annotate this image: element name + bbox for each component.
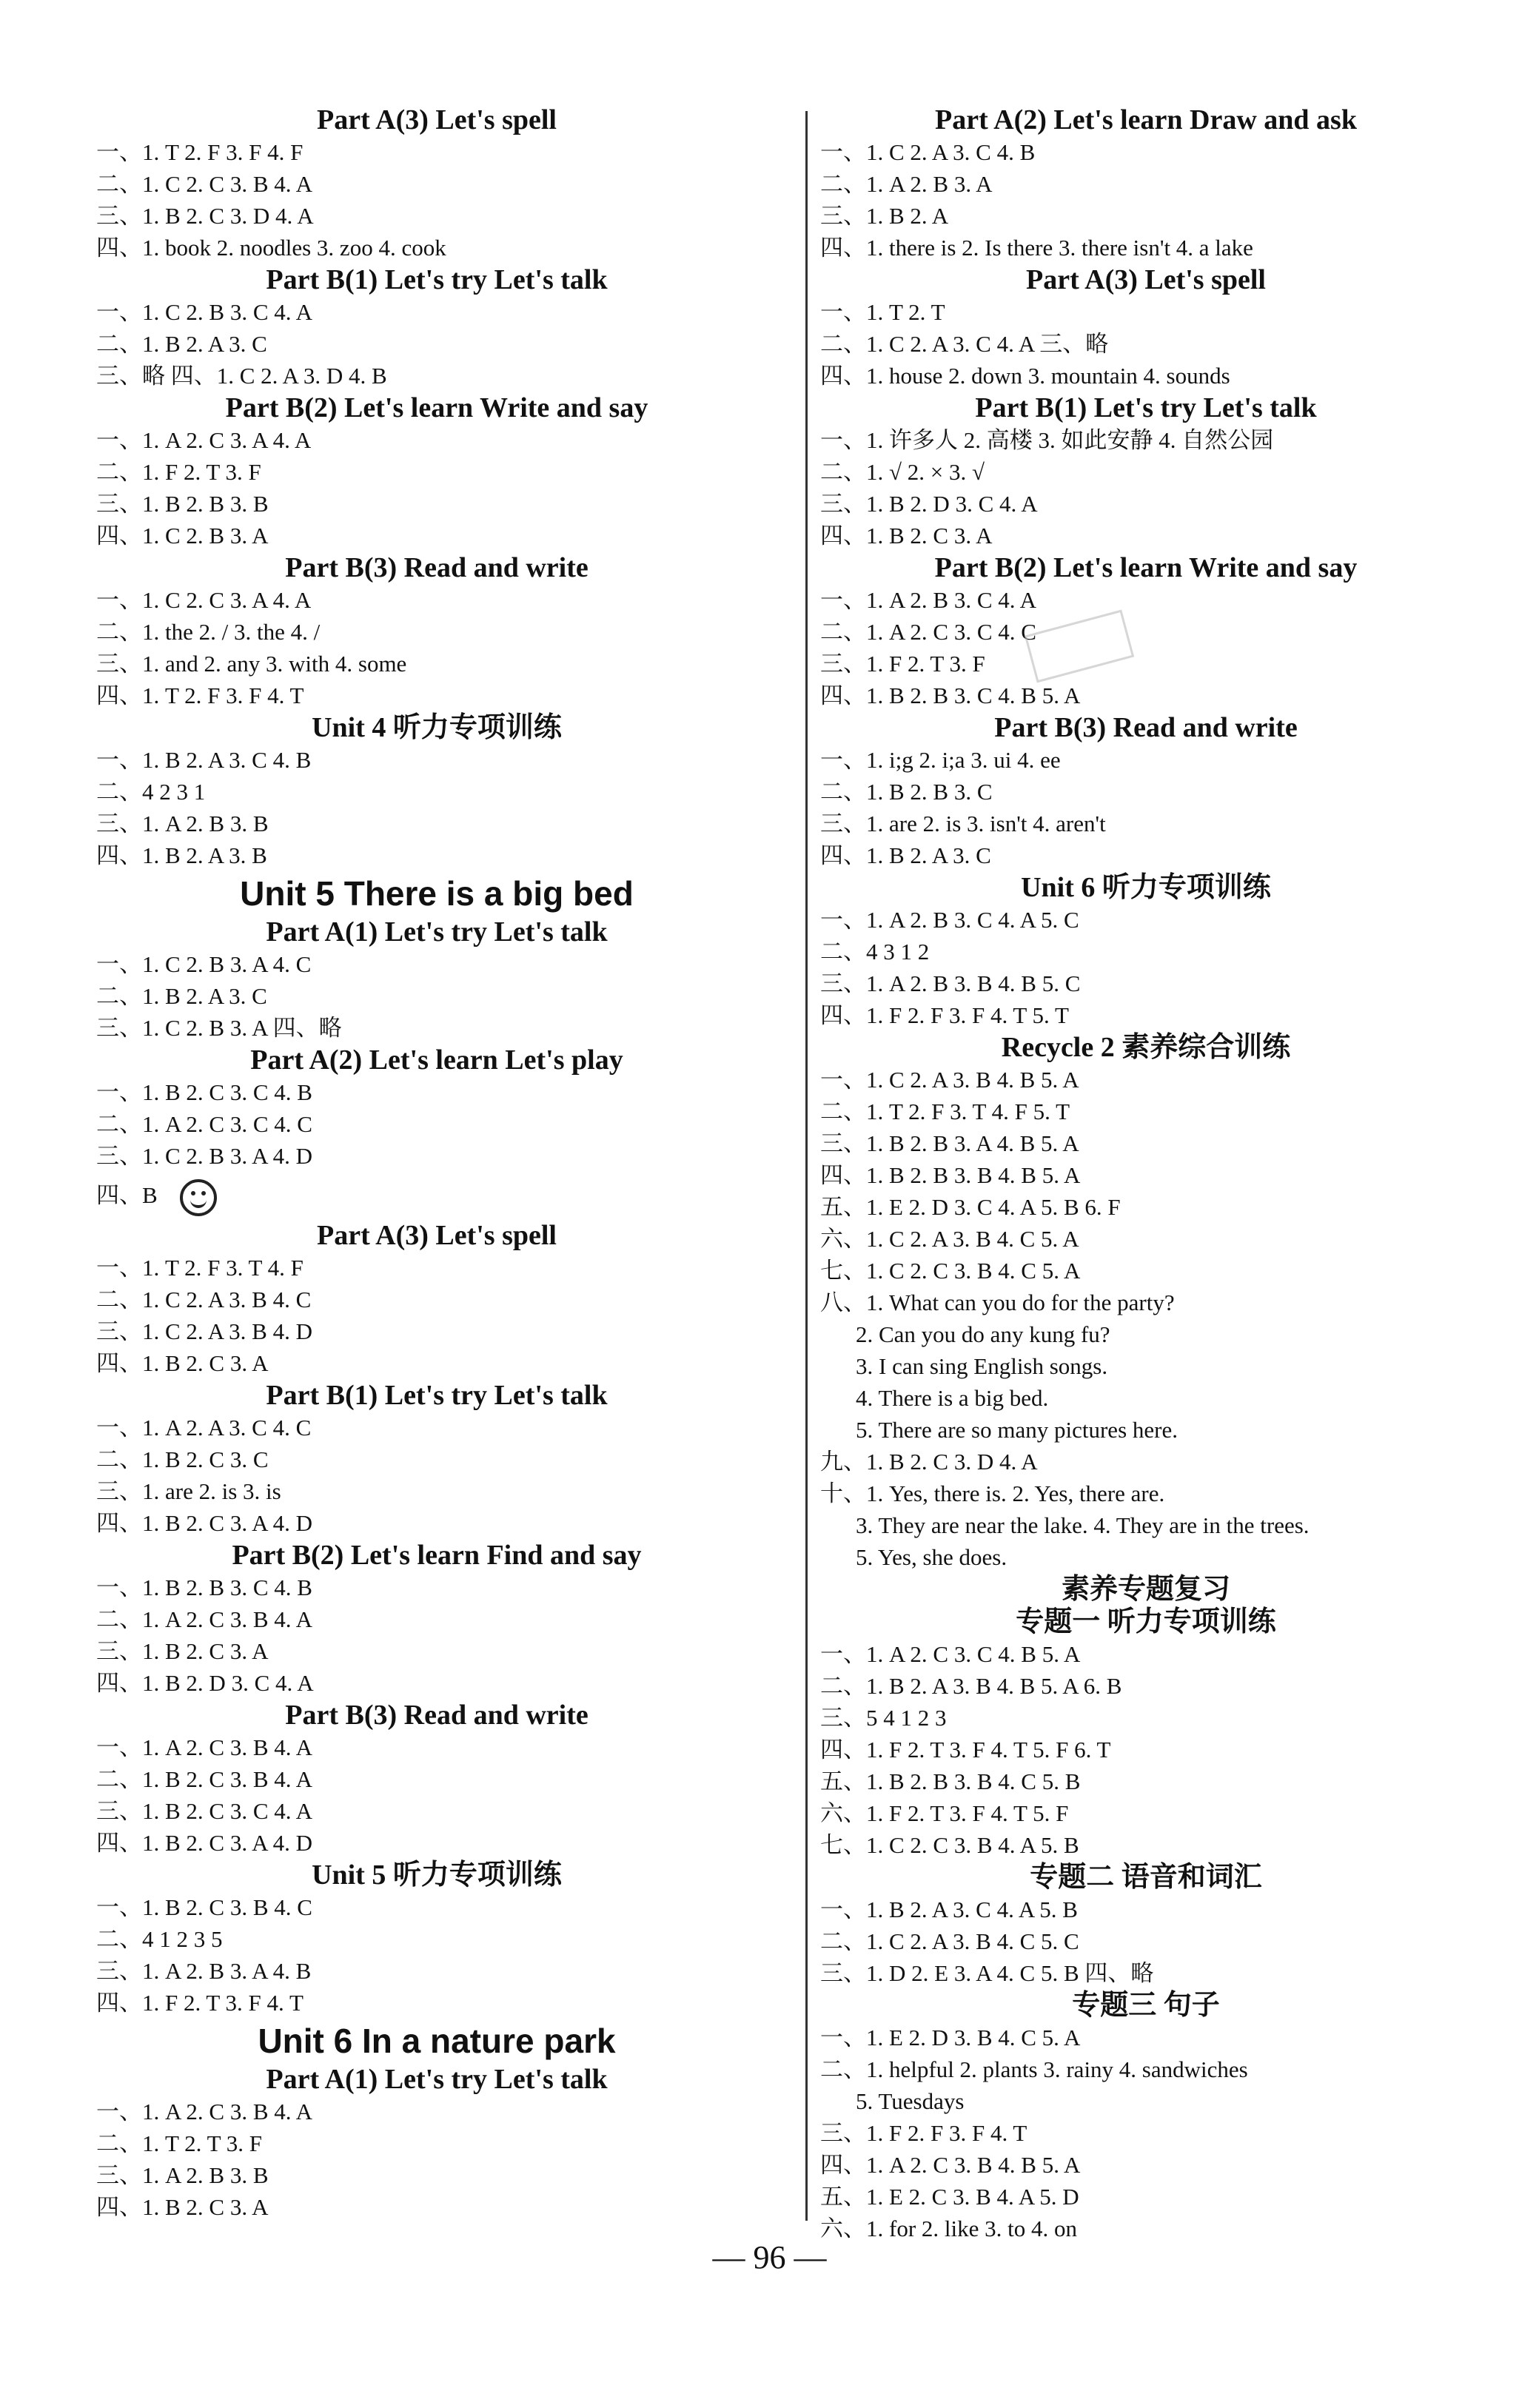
answer-line: 一、1. A 2. C 3. B 4. A [96, 1734, 312, 1760]
answer-line: 二、1. A 2. C 3. C 4. C [96, 1111, 312, 1137]
answer-line: 三、1. B 2. A [820, 203, 949, 229]
answer-line: 三、1. B 2. C 3. C 4. A [96, 1798, 312, 1824]
answer-line: 一、1. B 2. A 3. C 4. B [96, 747, 312, 773]
answer-line [96, 1172, 777, 1219]
section-heading: Part A(2) Let's learn Draw and ask [935, 104, 1357, 135]
answer-line: 一、1. E 2. D 3. B 4. C 5. A [820, 2025, 1081, 2050]
answer-line: 二、4 1 2 3 5 [96, 1926, 223, 1952]
section-heading: Unit 5 听力专项训练 [312, 1859, 562, 1891]
answer-line: 三、略 四、1. C 2. A 3. D 4. B [96, 363, 387, 389]
answer-line: 五、1. B 2. B 3. B 4. C 5. B [820, 1768, 1081, 1794]
answer-line: 二、1. B 2. C 3. B 4. A [96, 1766, 312, 1792]
section-heading: Part B(2) Let's learn Find and say [232, 1540, 642, 1571]
answer-line: 一、1. i;g 2. i;a 3. ui 4. ee [820, 747, 1061, 773]
answer-line: 4. There is a big bed. [856, 1385, 1049, 1411]
answer-line: 四、1. B 2. A 3. C [820, 842, 991, 868]
answer-line: 一、1. A 2. B 3. C 4. A 5. C [820, 907, 1079, 933]
answer-line: 四、1. B 2. C 3. A 4. D [96, 1510, 312, 1536]
answer-line: 3. I can sing English songs. [856, 1353, 1108, 1379]
answer-line: 二、1. C 2. A 3. B 4. C [96, 1287, 312, 1312]
answer-line: 一、1. A 2. A 3. C 4. C [96, 1415, 312, 1441]
left-column [96, 104, 777, 2223]
section-heading: Part A(2) Let's learn Let's play [250, 1044, 623, 1076]
answer-line: 一、1. T 2. F 3. F 4. F [96, 139, 304, 165]
section-heading: Unit 4 听力专项训练 [312, 712, 562, 743]
answer-line: 5. There are so many pictures here. [856, 1417, 1178, 1443]
unit-title: Unit 6 In a nature park [258, 2022, 616, 2060]
answer-line: 一、1. T 2. F 3. T 4. F [96, 1255, 304, 1281]
answer-line: 一、1. A 2. C 3. C 4. B 5. A [820, 1641, 1081, 1667]
answer-line: 三、1. F 2. T 3. F [820, 651, 985, 677]
answer-line: 四、1. B 2. C 3. A [820, 523, 993, 549]
section-heading: Part B(1) Let's try Let's talk [975, 392, 1317, 423]
answer-line: 四、1. B 2. C 3. A [96, 2194, 269, 2220]
answer-line: 九、1. B 2. C 3. D 4. A [820, 1449, 1038, 1475]
answer-line: 二、1. F 2. T 3. F [96, 459, 261, 485]
unit-title: Unit 5 There is a big bed [240, 874, 634, 913]
answer-line: 三、1. B 2. C 3. A [96, 1638, 269, 1664]
answer-line: 一、1. A 2. C 3. B 4. A [96, 2099, 312, 2124]
answer-line: 一、1. C 2. B 3. A 4. C [96, 951, 312, 977]
answer-line: 二、4 3 1 2 [820, 939, 930, 965]
answer-line: 六、1. F 2. T 3. F 4. T 5. F [820, 1800, 1069, 1826]
answer-line: 三、1. are 2. is 3. is [96, 1478, 281, 1504]
answer-line: 三、1. B 2. B 3. A 4. B 5. A [820, 1130, 1079, 1156]
section-heading: Part B(3) Read and write [285, 552, 589, 583]
answer-line: 二、1. A 2. C 3. B 4. A [96, 1606, 312, 1632]
answer-line: 3. They are near the lake. 4. They are in the trees. [856, 1512, 1310, 1538]
smiley-face-icon [180, 1179, 217, 1216]
answer-line: 二、1. A 2. C 3. C 4. C [820, 619, 1036, 645]
section-heading: Part B(2) Let's learn Write and say [225, 392, 648, 423]
section-heading: 专题三 句子 [1072, 1990, 1220, 2021]
answer-line: 一、1. C 2. B 3. C 4. A [96, 299, 312, 325]
answer-line: 一、1. 许多人 2. 高楼 3. 如此安静 4. 自然公园 [820, 427, 1274, 453]
answer-line: 一、1. C 2. A 3. C 4. B [820, 139, 1036, 165]
answer-line: 一、1. A 2. C 3. A 4. A [96, 427, 312, 453]
answer-line: 二、1. B 2. A 3. C [96, 331, 267, 357]
section-heading: Part A(1) Let's try Let's talk [266, 2064, 608, 2095]
answer-line: 三、1. are 2. is 3. isn't 4. aren't [820, 811, 1106, 836]
section-heading: Recycle 2 素养综合训练 [1001, 1032, 1291, 1063]
answer-line: 一、1. B 2. B 3. C 4. B [96, 1574, 312, 1600]
column-divider [805, 111, 808, 2221]
answer-line: 三、1. B 2. B 3. B [96, 491, 269, 517]
answer-line: 四、1. T 2. F 3. F 4. T [96, 683, 304, 708]
answer-line: 一、1. T 2. T [820, 299, 945, 325]
answer-line: 一、1. C 2. C 3. A 4. A [96, 587, 312, 613]
answer-line: 五、1. E 2. D 3. C 4. A 5. B 6. F [820, 1194, 1121, 1220]
answer-line: 5. Tuesdays [856, 2088, 965, 2114]
section-heading: Part A(3) Let's spell [1025, 264, 1266, 295]
answer-line: 四、B [96, 1182, 158, 1208]
answer-line: 四、1. B 2. B 3. B 4. B 5. A [820, 1162, 1081, 1188]
section-heading: Part B(3) Read and write [994, 712, 1298, 743]
answer-line: 一、1. A 2. B 3. C 4. A [820, 587, 1036, 613]
answer-line: 二、1. √ 2. × 3. √ [820, 459, 985, 485]
answer-line: 一、1. B 2. C 3. B 4. C [96, 1894, 312, 1920]
answer-line: 三、1. B 2. C 3. D 4. A [96, 203, 314, 229]
answer-line: 三、1. A 2. B 3. B 4. B 5. C [820, 970, 1081, 996]
section-heading: Part A(3) Let's spell [316, 104, 557, 135]
answer-line: 四、1. B 2. B 3. C 4. B 5. A [820, 683, 1081, 708]
answer-line: 二、1. C 2. A 3. B 4. C 5. C [820, 1928, 1079, 1954]
answer-line: 一、1. B 2. C 3. C 4. B [96, 1079, 312, 1105]
answer-line: 三、1. F 2. F 3. F 4. T [820, 2120, 1027, 2146]
answer-line: 六、1. C 2. A 3. B 4. C 5. A [820, 1226, 1079, 1252]
answer-line: 二、4 2 3 1 [96, 779, 206, 805]
section-heading: Part A(3) Let's spell [316, 1220, 557, 1251]
answer-line: 二、1. B 2. A 3. C [96, 983, 267, 1009]
answer-line: 七、1. C 2. C 3. B 4. C 5. A [820, 1258, 1081, 1284]
answer-line: 二、1. A 2. B 3. A [820, 171, 993, 197]
answer-line: 三、1. A 2. B 3. A 4. B [96, 1958, 312, 1984]
answer-line: 三、1. C 2. B 3. A 4. D [96, 1143, 312, 1169]
page-number: — 96 — [712, 2239, 827, 2275]
answer-line: 二、1. T 2. F 3. T 4. F 5. T [820, 1099, 1070, 1124]
answer-line: 四、1. there is 2. Is there 3. there isn't 4. a lake [820, 235, 1253, 261]
answer-line: 四、1. book 2. noodles 3. zoo 4. cook [96, 235, 446, 261]
answer-line: 五、1. E 2. C 3. B 4. A 5. D [820, 2184, 1079, 2210]
answer-line: 二、1. the 2. / 3. the 4. / [96, 619, 321, 645]
answer-line: 四、1. F 2. F 3. F 4. T 5. T [820, 1002, 1069, 1028]
answer-line: 八、1. What can you do for the party? [820, 1289, 1175, 1315]
section-heading: Part B(2) Let's learn Write and say [934, 552, 1358, 583]
answer-line: 四、1. B 2. D 3. C 4. A [96, 1670, 314, 1696]
section-heading: Part A(1) Let's try Let's talk [266, 916, 608, 948]
answer-line: 四、1. A 2. C 3. B 4. B 5. A [820, 2152, 1081, 2178]
answer-line: 七、1. C 2. C 3. B 4. A 5. B [820, 1832, 1079, 1858]
section-heading: Part B(1) Let's try Let's talk [266, 1380, 608, 1411]
answer-line: 三、5 4 1 2 3 [820, 1705, 947, 1731]
answer-line: 三、1. D 2. E 3. A 4. C 5. B 四、略 [820, 1960, 1154, 1986]
review-title: 素养专题复习 [1061, 1574, 1230, 1605]
answer-line: 三、1. B 2. D 3. C 4. A [820, 491, 1038, 517]
right-column [820, 104, 1472, 2244]
answer-line: 2. Can you do any kung fu? [856, 1321, 1110, 1347]
answer-line: 四、1. B 2. A 3. B [96, 842, 267, 868]
answer-line: 二、1. helpful 2. plants 3. rainy 4. sandwiches [820, 2056, 1248, 2082]
section-heading: Part B(3) Read and write [285, 1700, 589, 1731]
answer-line: 四、1. F 2. T 3. F 4. T [96, 1990, 304, 2016]
answer-line: 三、1. and 2. any 3. with 4. some [96, 651, 407, 677]
answer-line: 四、1. B 2. C 3. A [96, 1350, 269, 1376]
section-heading: 专题一 听力专项训练 [1016, 1606, 1276, 1637]
answer-line: 三、1. A 2. B 3. B [96, 811, 269, 836]
section-heading: 专题二 语音和词汇 [1030, 1862, 1262, 1893]
answer-line: 四、1. house 2. down 3. mountain 4. sounds [820, 363, 1230, 389]
answer-line: 十、1. Yes, there is. 2. Yes, there are. [820, 1480, 1165, 1506]
answer-line: 三、1. C 2. B 3. A 四、略 [96, 1015, 342, 1041]
answer-line: 四、1. C 2. B 3. A [96, 523, 269, 549]
answer-line: 二、1. B 2. B 3. C [820, 779, 993, 805]
answer-line: 二、1. B 2. C 3. C [96, 1446, 269, 1472]
section-heading: Part B(1) Let's try Let's talk [266, 264, 608, 295]
answer-line: 二、1. C 2. A 3. C 4. A 三、略 [820, 331, 1109, 357]
answer-line: 二、1. B 2. A 3. B 4. B 5. A 6. B [820, 1673, 1122, 1699]
answer-line: 三、1. C 2. A 3. B 4. D [96, 1318, 312, 1344]
answer-line: 六、1. for 2. like 3. to 4. on [820, 2216, 1077, 2241]
answer-line: 四、1. F 2. T 3. F 4. T 5. F 6. T [820, 1737, 1111, 1763]
answer-line: 一、1. C 2. A 3. B 4. B 5. A [820, 1067, 1079, 1093]
answer-line: 四、1. B 2. C 3. A 4. D [96, 1830, 312, 1856]
section-heading: Unit 6 听力专项训练 [1021, 872, 1271, 903]
answer-line: 一、1. B 2. A 3. C 4. A 5. B [820, 1896, 1078, 1922]
answer-line: 三、1. A 2. B 3. B [96, 2162, 269, 2188]
answer-line: 5. Yes, she does. [856, 1544, 1007, 1570]
answer-line: 二、1. T 2. T 3. F [96, 2130, 262, 2156]
answer-line: 二、1. C 2. C 3. B 4. A [96, 171, 312, 197]
